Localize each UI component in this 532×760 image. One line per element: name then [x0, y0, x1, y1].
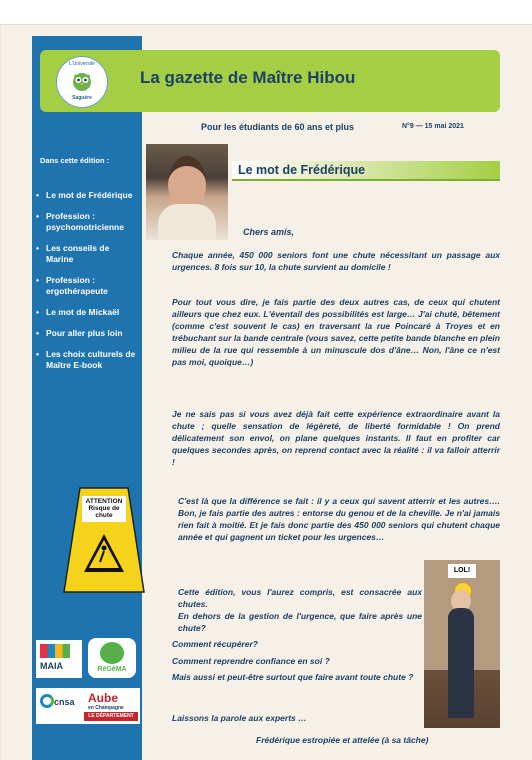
regema-logo [88, 638, 136, 678]
cnsa-label: cnsa [54, 697, 75, 707]
newsletter-title: La gazette de Maître Hibou [140, 68, 356, 87]
toc-item: • Pour aller plus loin [36, 328, 136, 339]
toc-item: • Les choix culturels de Maître E-book [36, 349, 136, 371]
toc-item: • Profession : psychomotricienne [36, 211, 136, 233]
frederique-crutch-photo [424, 560, 500, 728]
cnsa-logo [36, 688, 82, 724]
question: Comment reprendre confiance en soi ? [172, 656, 330, 666]
toc-item: • Les conseils de Marine [36, 243, 136, 265]
aube-sub-label: en Champagne [88, 705, 124, 711]
aube-logo [82, 688, 140, 724]
article-paragraph: Chaque année, 450 000 seniors font une chute nécessitant un passage aux urgences. 8 fois sur 10, la chute survient au domicile ! [172, 250, 500, 272]
maia-mark-icon [40, 644, 70, 658]
university-logo [56, 56, 108, 108]
top-strip [0, 0, 532, 25]
greeting: Chers amis, [243, 227, 295, 237]
article-paragraph: Cette édition, vous l'aurez compris, est consacrée aux chutes. [178, 587, 422, 609]
logo-bottom-text: Saguère [72, 95, 92, 101]
article-paragraph: En dehors de la gestion de l'urgence, que faire après une chute? [178, 611, 422, 633]
newsletter-subtitle: Pour les étudiants de 60 ans et plus [201, 122, 355, 132]
signature: Frédérique estropiée et attelée (à sa tâche) [256, 735, 429, 745]
photo-scarf [158, 204, 216, 240]
maia-logo [36, 640, 82, 678]
photo-person [448, 608, 474, 718]
owl-icon [71, 70, 93, 92]
logo-top-text: L'Université [69, 61, 95, 67]
regema-label: RéGéMA [97, 666, 127, 673]
header-banner [40, 50, 500, 112]
cnsa-arc-icon [40, 694, 54, 708]
sign-label: ATTENTION Risque de chute [85, 498, 123, 519]
regema-puzzle-icon [100, 642, 124, 664]
section-title: Le mot de Frédérique [238, 163, 366, 177]
toc-item: • Le mot de Mickaël [36, 307, 136, 318]
article-paragraph: Je ne sais pas si vous avez déjà fait cette expérience extraordinaire avant la chute ; quelle sensation de légèreté, de liberté formidable ! On prend délicatement son envol, on plane quelques instants. Il faut en profiter car quelques secondes après, on reprend contact avec la réalité : il va falloir atterrir ! [172, 409, 500, 467]
toc-item: • Le mot de Frédérique [36, 190, 136, 201]
aube-band-label: LE DÉPARTEMENT [84, 712, 138, 721]
section-header [232, 161, 500, 181]
toc-heading: Dans cette édition : [40, 156, 110, 165]
article-paragraph: C'est là que la différence se fait : il y a ceux qui savent atterrir et les autres…. Bon, je fais partie des autres : entorse du genou et de la cheville. Je n'ai jamais rien fait à moitié. Et je fais donc partie des 450 000 seniors qui chutent chaque année et qui gagnent un ticket pour les urgences… [178, 496, 500, 542]
closing-line: Laissons la parole aux experts … [172, 713, 307, 723]
lol-card: LOL! [448, 564, 476, 578]
table-of-contents [36, 190, 136, 381]
issue-number: N°9 — 15 mai 2021 [402, 123, 464, 130]
question: Comment récupérer? [172, 639, 258, 649]
article-paragraph: Pour tout vous dire, je fais partie des deux autres cas, de ceux qui chutent ailleurs que chez eux. L'éventail des possibilités est large… J'ai chuté, bêtement (comme c'est souvent le cas) en traversant la rue Poincaré à Troyes et en trébuchant sur la bande centrale (vous savez, cette petite bande blanche en plein milieu de la rue qui ressemble à un minuscule dos d'âne… Non, l'âne ce n'est pas moi, quoique…) [172, 297, 500, 367]
toc-item: • Profession : ergothérapeute [36, 275, 136, 297]
question: Mais aussi et peut-être surtout que faire avant toute chute ? [172, 672, 414, 682]
maia-label: MAIA [40, 661, 63, 671]
frederique-photo [146, 144, 228, 240]
aube-label: Aube [88, 691, 118, 705]
